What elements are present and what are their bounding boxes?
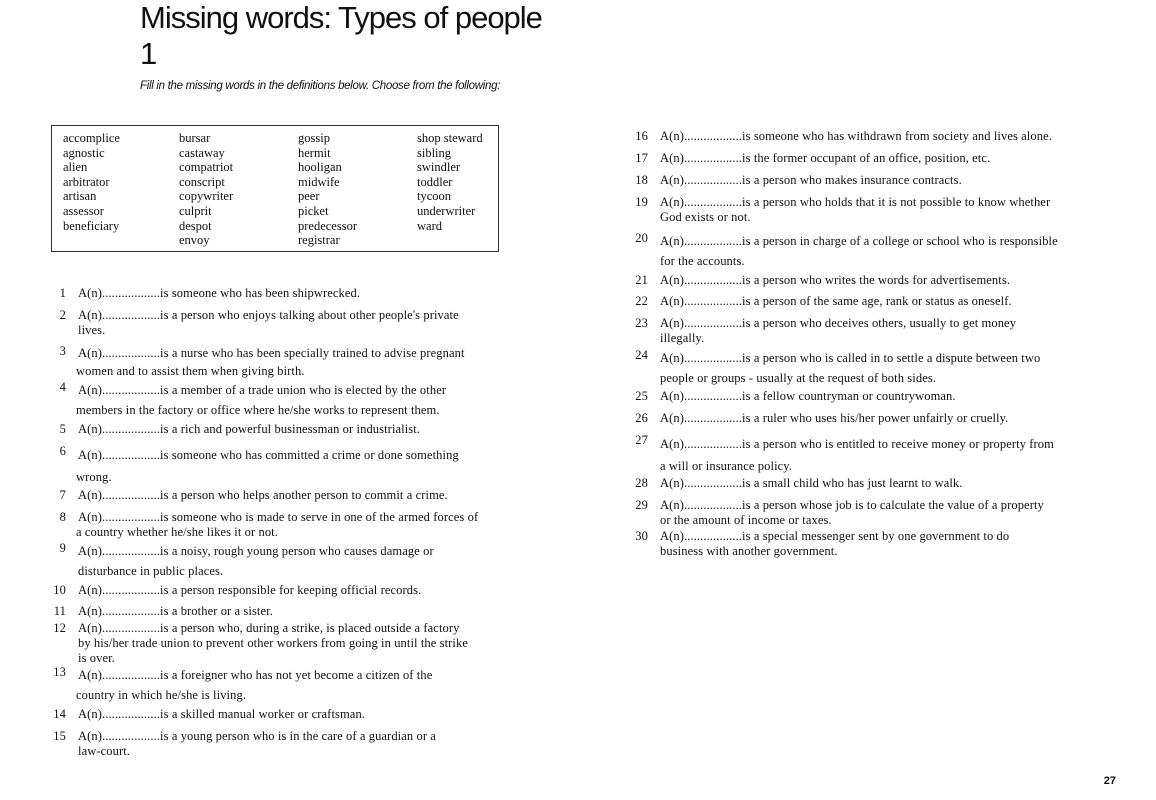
definition-text-continued: women and to assist them when giving birth. xyxy=(76,364,305,378)
definition-text: A(n)..................is a person who, during a strike, is placed outside a factory xyxy=(78,621,460,635)
item-number: 8 xyxy=(59,510,66,524)
definition-text: A(n)..................is a person who makes insurance contracts. xyxy=(660,173,962,187)
definition-text-continued: disturbance in public places. xyxy=(78,564,224,578)
definition-text-continued: wrong. xyxy=(76,470,112,484)
definition-text: A(n)..................is a small child who has just learnt to walk. xyxy=(660,476,963,490)
definition-text: A(n)..................is a person who enjoys talking about other people's private xyxy=(78,308,459,322)
word-bank-item: gossip xyxy=(298,131,330,145)
definition-text: A(n)..................is a member of a trade union who is elected by the other xyxy=(78,383,447,397)
word-column xyxy=(298,131,417,251)
definition-text: A(n)..................is a person who is called in to settle a dispute between two xyxy=(660,351,1041,365)
item-number: 24 xyxy=(635,348,648,362)
definition-text: A(n)..................is a person of the same age, rank or status as oneself. xyxy=(660,294,1012,308)
word-bank-item: peer xyxy=(298,189,320,204)
word-bank-item: swindler xyxy=(417,160,461,175)
item-number: 9 xyxy=(59,541,66,555)
word-bank-item: arbitrator xyxy=(63,174,110,189)
definition-text-continued: business with another government. xyxy=(660,544,838,558)
definition-text: A(n)..................is a nurse who has been specially trained to advise pregnant xyxy=(78,346,465,360)
definition-text: A(n)..................is a person responsible for keeping official records. xyxy=(78,583,422,597)
definition-text: A(n)..................is a noisy, rough young person who causes damage or xyxy=(78,544,434,558)
definition-text-continued: a will or insurance policy. xyxy=(660,459,793,473)
word-bank-item: artisan xyxy=(63,189,97,204)
item-number: 27 xyxy=(635,433,648,447)
definition-text-continued: country in which he/she is living. xyxy=(76,688,247,702)
item-number: 19 xyxy=(635,195,648,209)
item-number: 14 xyxy=(53,707,66,721)
word-bank-item: ward xyxy=(417,218,442,233)
word-column xyxy=(179,131,298,251)
item-number: 11 xyxy=(53,604,66,618)
item-number: 2 xyxy=(59,308,66,322)
item-number: 5 xyxy=(59,422,66,436)
word-bank-item: picket xyxy=(298,203,329,218)
word-bank-item: compatriot xyxy=(179,160,234,175)
item-number: 16 xyxy=(635,129,648,143)
definition-text-continued: illegally. xyxy=(660,331,705,345)
page-number: 27 xyxy=(1103,775,1116,787)
word-bank-item: conscript xyxy=(179,174,225,189)
definition-text: A(n)..................is a fellow countryman or countrywoman. xyxy=(660,389,956,403)
word-bank-item: hermit xyxy=(298,145,331,160)
item-number: 18 xyxy=(635,173,648,187)
word-bank-item: hooligan xyxy=(298,160,342,175)
definition-text-continued: people or groups - usually at the request of both sides. xyxy=(660,371,937,385)
definition-text: A(n)..................is a person in charge of a college or school who is responsible xyxy=(660,234,1058,248)
definition-text-continued: God exists or not. xyxy=(660,210,751,224)
definition-text: A(n)..................is a person whose job is to calculate the value of a property xyxy=(660,498,1044,512)
definition-text: A(n)..................is a special messenger sent by one government to do xyxy=(660,529,1010,543)
word-bank-item: culprit xyxy=(179,203,212,218)
item-number: 15 xyxy=(53,729,66,743)
item-number: 6 xyxy=(59,444,66,458)
definition-text-continued: or the amount of income or taxes. xyxy=(660,513,832,527)
item-number: 22 xyxy=(635,294,648,308)
word-bank-item: accomplice xyxy=(63,131,120,145)
word-bank-item: shop steward xyxy=(417,131,483,145)
definition-text: A(n)..................is a skilled manual worker or craftsman. xyxy=(78,707,366,721)
definition-text: A(n)..................is someone who has been shipwrecked. xyxy=(78,286,361,300)
definition-text-continued: by his/her trade union to prevent other workers from going in until the strike xyxy=(78,636,469,650)
definition-text: A(n)..................is a brother or a sister. xyxy=(78,604,273,618)
word-bank-item: bursar xyxy=(179,131,211,145)
definition-text-continued: lives. xyxy=(78,323,106,337)
item-number: 13 xyxy=(53,665,66,679)
definition-text-continued: is over. xyxy=(78,651,115,665)
word-bank-item: despot xyxy=(179,218,212,233)
instructions: Fill in the missing words in the definitions below. Choose from the following: xyxy=(140,80,501,92)
definition-text-continued: law-court. xyxy=(78,744,131,758)
word-bank-item: underwriter xyxy=(417,203,476,218)
definition-text-continued: a country whether he/she likes it or not. xyxy=(76,525,278,539)
definition-text: A(n)..................is a rich and powerful businessman or industrialist. xyxy=(78,422,421,436)
item-number: 23 xyxy=(635,316,648,330)
item-number: 30 xyxy=(635,529,648,543)
item-number: 26 xyxy=(635,411,648,425)
item-number: 1 xyxy=(59,286,66,300)
page-title: Missing words: Types of people 1 xyxy=(140,0,542,71)
item-number: 21 xyxy=(635,273,648,287)
definition-text: A(n)..................is a foreigner who has not yet become a citizen of the xyxy=(78,668,433,682)
word-bank-item: sibling xyxy=(417,145,452,160)
word-bank-item: predecessor xyxy=(298,218,357,233)
definition-text: A(n)..................is the former occupant of an office, position, etc. xyxy=(660,151,991,165)
item-number: 10 xyxy=(53,583,66,597)
item-number: 7 xyxy=(59,488,66,502)
word-column xyxy=(63,131,179,251)
word-bank-item: agnostic xyxy=(63,145,105,160)
definition-text: A(n)..................is a young person who is in the care of a guardian or a xyxy=(78,729,436,743)
item-number: 4 xyxy=(59,380,66,394)
definition-text: A(n)..................is a ruler who uses his/her power unfairly or cruelly. xyxy=(660,411,1009,425)
definition-text: A(n)..................is a person who helps another person to commit a crime. xyxy=(78,488,448,502)
definition-text: A(n)..................is a person who deceives others, usually to get money xyxy=(660,316,1017,330)
word-bank-item: tycoon xyxy=(417,189,452,204)
definition-text: A(n)..................is a person who holds that it is not possible to know whether xyxy=(660,195,1051,209)
item-number: 17 xyxy=(635,151,648,165)
word-bank-item: beneficiary xyxy=(63,218,120,233)
word-bank-item: alien xyxy=(63,160,88,175)
word-bank xyxy=(51,125,499,252)
word-bank-item: toddler xyxy=(417,174,453,189)
definition-text: A(n)..................is someone who has withdrawn from society and lives alone. xyxy=(660,129,1052,143)
item-number: 12 xyxy=(53,621,66,635)
item-number: 28 xyxy=(635,476,648,490)
item-number: 3 xyxy=(59,344,66,358)
item-number: 29 xyxy=(635,498,648,512)
word-bank-item: assessor xyxy=(63,203,104,218)
word-bank-item: registrar xyxy=(298,233,340,248)
word-bank-item: midwife xyxy=(298,174,340,189)
word-bank-item: copywriter xyxy=(179,189,234,204)
definition-text-continued: for the accounts. xyxy=(660,254,745,268)
word-column xyxy=(417,131,497,251)
definition-text: A(n)..................is a person who is entitled to receive money or property from xyxy=(660,437,1054,451)
item-number: 20 xyxy=(635,231,648,245)
item-number: 25 xyxy=(635,389,648,403)
definition-text: A(n)..................is a person who writes the words for advertisements. xyxy=(660,273,1011,287)
word-bank-item: castaway xyxy=(179,145,225,160)
definition-text: A(n)..................is someone who is made to serve in one of the armed forces of xyxy=(78,510,479,524)
definition-text: A(n)..................is someone who has committed a crime or done something xyxy=(78,448,459,462)
definition-text-continued: members in the factory or office where he/she works to represent them. xyxy=(76,403,440,417)
word-bank-item: envoy xyxy=(179,233,210,248)
